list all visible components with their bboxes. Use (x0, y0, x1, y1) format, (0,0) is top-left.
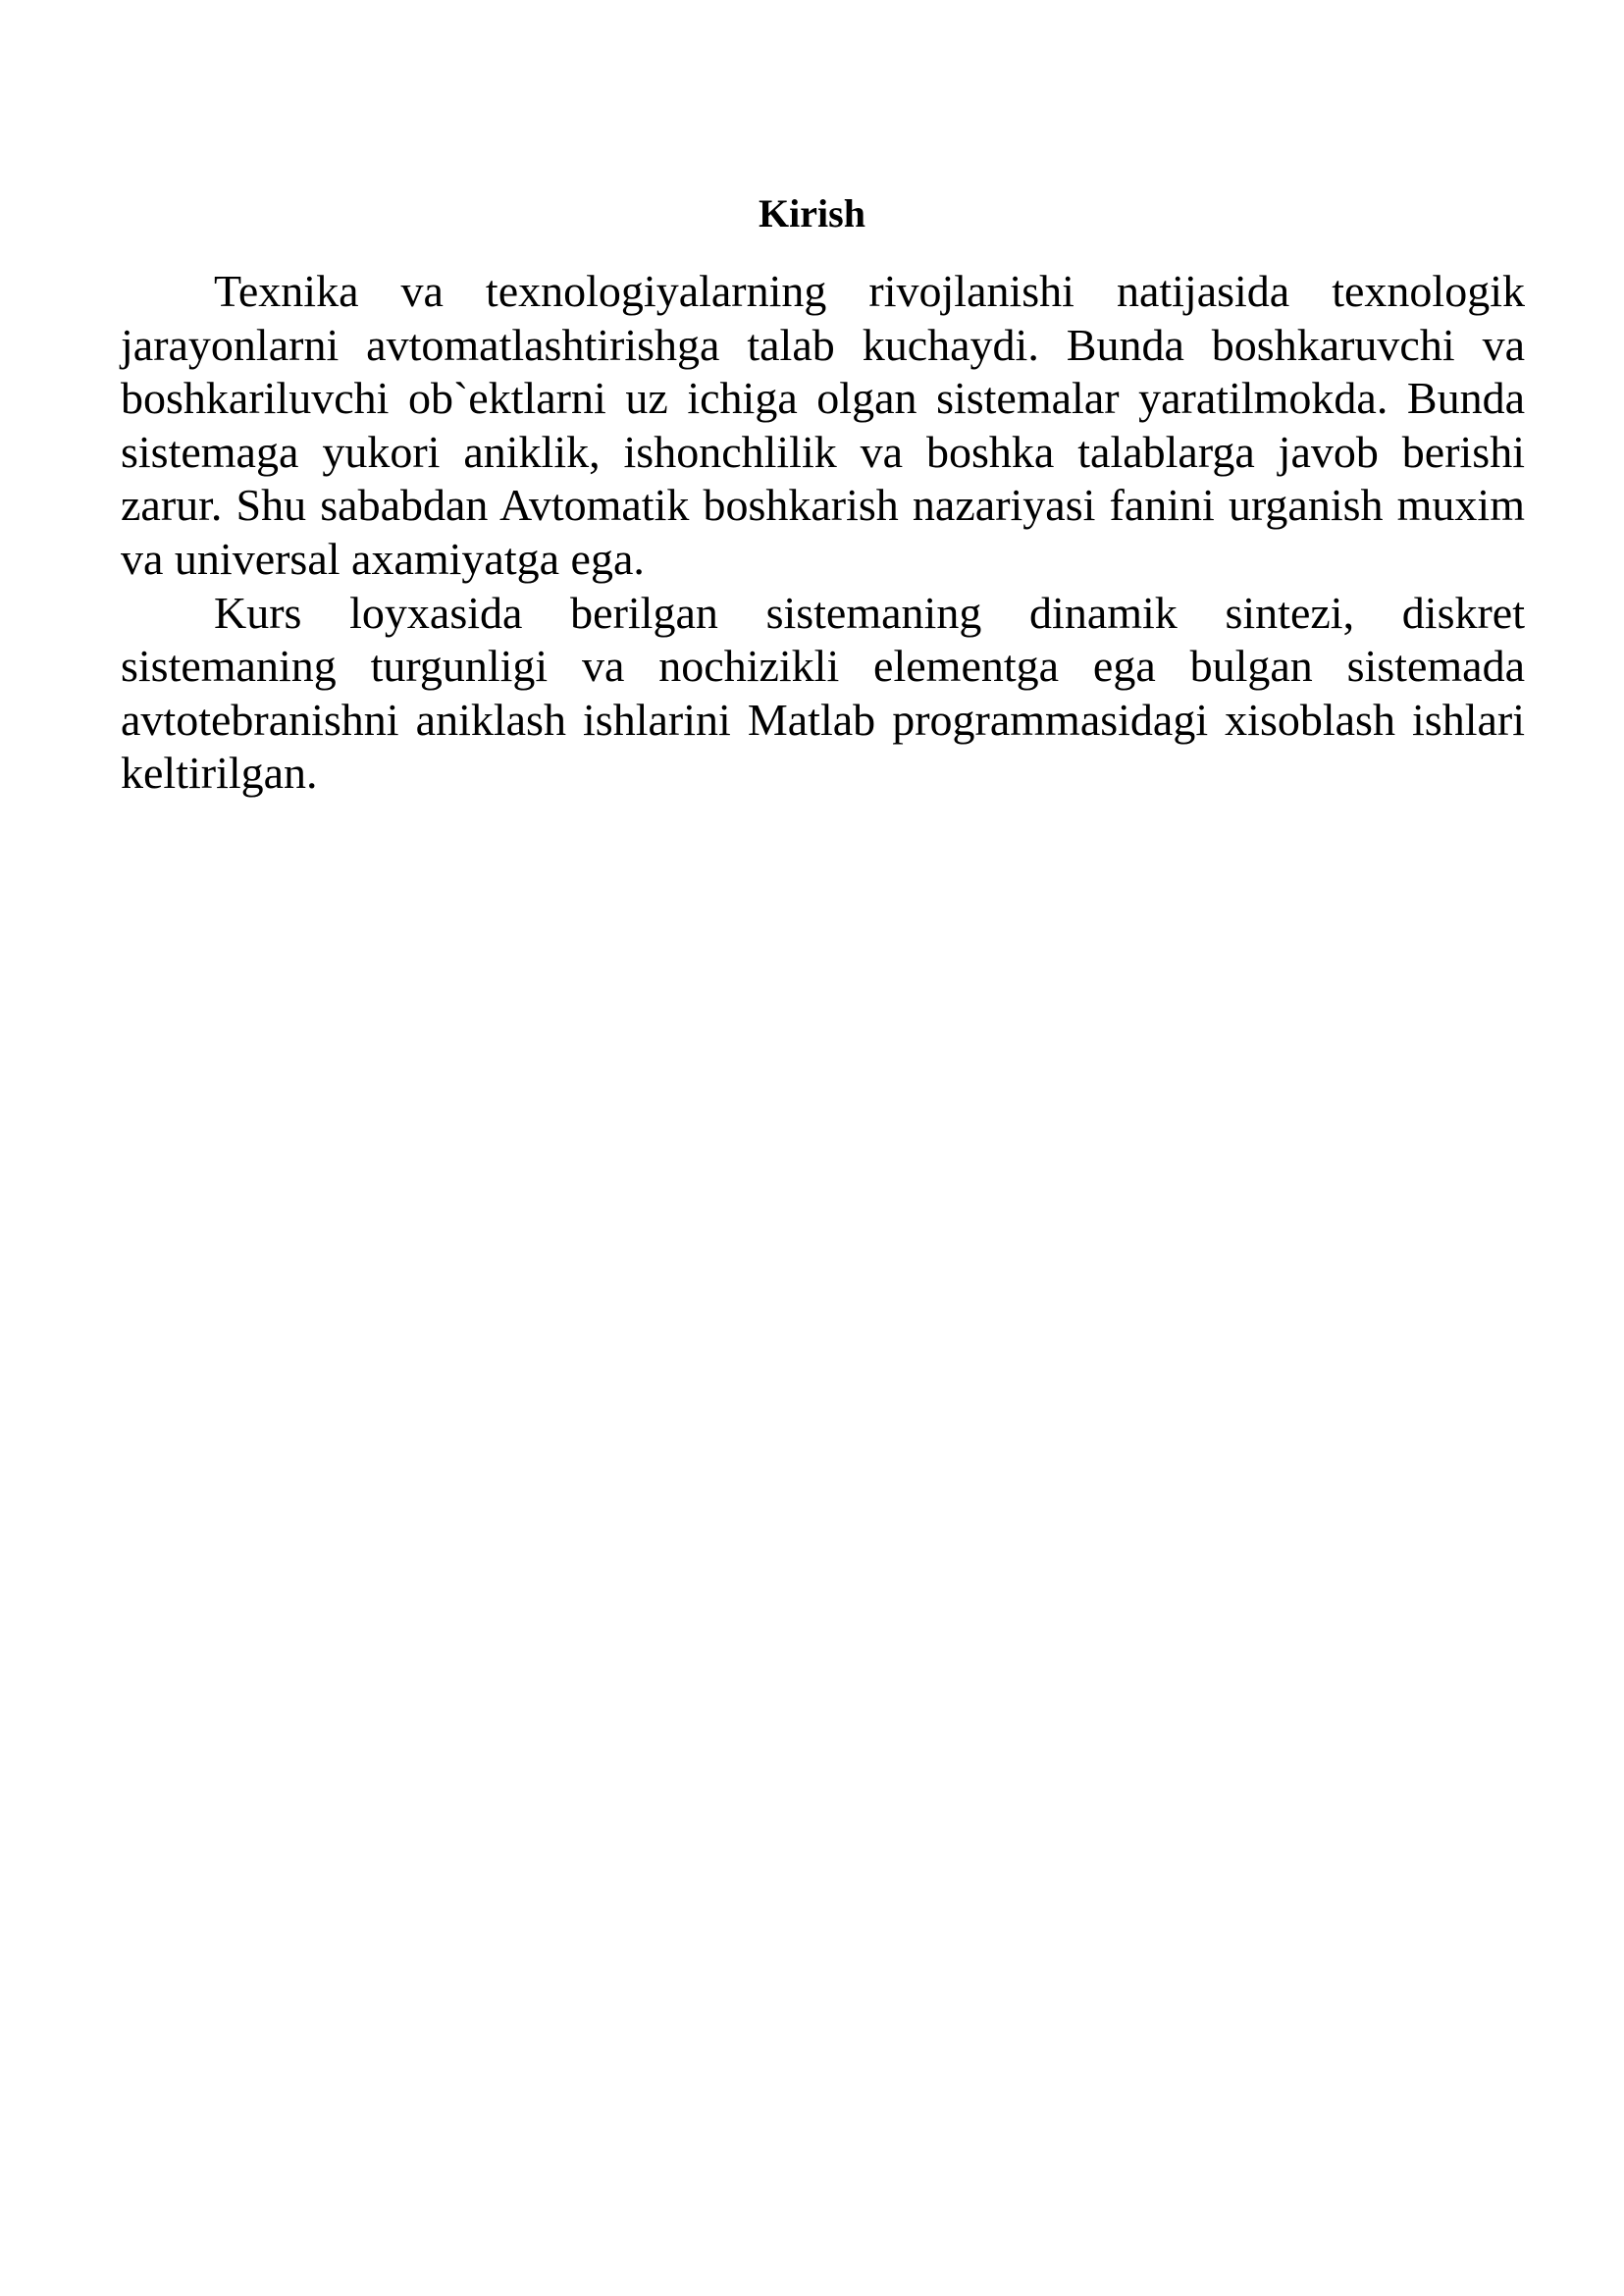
body-text (121, 265, 1525, 801)
paragraph-2: Kurs loyxasida berilgan sistemaning dinamik sintezi, diskret sistemaning turgunligi va nochizikli elementga ega bulgan sistemada avtotebranishni aniklash ishlarini Matlab programmasidagi xisoblash ishlari keltirilgan. (121, 587, 1525, 799)
page-title: Kirish (759, 191, 865, 235)
paragraph-1: Texnika va texnologiyalarning rivojlanishi natijasida texnologik jarayonlarni avtomatlashtirishga talab kuchaydi. Bunda boshkaruvchi va boshkariluvchi ob`ektlarni uz ichiga olgan sistemalar yaratilmokda. Bunda sistemaga yukori aniklik, ishonchlilik va boshka talablarga javob berishi zarur. Shu sababdan Avtomatik boshkarish nazariyasi fanini urganish muxim va universal axamiyatga ega. (121, 266, 1525, 584)
